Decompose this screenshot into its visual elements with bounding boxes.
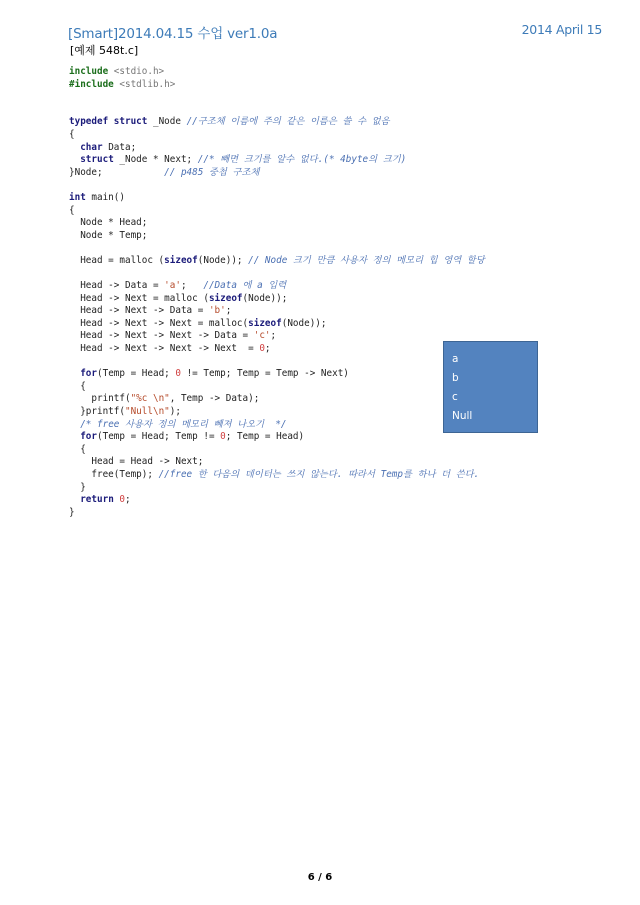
code-line — [69, 469, 485, 482]
code-line — [69, 368, 485, 381]
output-box — [443, 341, 538, 433]
code-token: Head -> Next -> Next -> Data = — [69, 330, 254, 342]
code-token: Head -> Next -> Data = — [69, 305, 209, 317]
code-token: struct — [80, 154, 120, 166]
code-token: Node * Temp; — [69, 229, 148, 241]
code-token: } — [69, 506, 75, 518]
code-token: ; Temp = Head) — [225, 431, 305, 443]
code-line — [69, 482, 485, 495]
code-line — [69, 104, 485, 117]
code-line — [69, 154, 485, 167]
code-line — [69, 116, 485, 129]
code-token: "Null\n" — [124, 406, 170, 418]
code-line — [69, 293, 485, 306]
code-line — [69, 406, 485, 419]
code-token: { — [69, 443, 86, 455]
code-token: }printf( — [69, 406, 125, 418]
code-line — [69, 318, 485, 331]
code-token: Head = malloc ( — [69, 254, 165, 266]
code-token: Node * Head; — [69, 217, 148, 229]
code-line — [69, 330, 485, 343]
code-token: ; — [264, 343, 271, 355]
code-line — [69, 343, 485, 356]
output-line: Null — [452, 410, 473, 422]
code-token: { — [69, 380, 86, 392]
code-line — [69, 431, 485, 444]
code-token: 0 — [220, 431, 226, 443]
code-token: (Node)); — [197, 254, 249, 266]
code-line — [69, 268, 485, 281]
code-token: (Node)); — [242, 292, 288, 304]
code-token: 0 — [119, 494, 125, 506]
code-token: //* 빼면 크기를 알수 없다.(* 4byte의 크기) — [197, 154, 407, 166]
code-token: ; — [270, 330, 277, 342]
code-token: // Node 크기 만큼 사용자 정의 메모리 힙 영역 할당 — [248, 254, 485, 266]
code-line — [69, 66, 485, 79]
code-token: 'c' — [253, 330, 271, 342]
code-token: /* free 사용자 정의 메모리 빼져 나오기 */ — [80, 418, 287, 430]
code-token: //free 한 다음의 데이터는 쓰지 않는다. 따라서 Temp를 하나 더 쓴다. — [158, 469, 480, 480]
code-token: != Temp; Temp = Temp -> Next) — [180, 368, 349, 380]
code-token: typedef struct — [69, 116, 153, 128]
code-token — [69, 154, 80, 165]
code-line — [69, 142, 485, 155]
code-line — [69, 356, 485, 369]
code-token: Head -> Next -> Next = malloc( — [69, 317, 249, 329]
code-token: (Node)); — [281, 317, 327, 329]
code-token — [69, 431, 80, 442]
code-token: //구조체 이름에 주의 같은 이름은 쓸 수 없음 — [186, 116, 390, 128]
code-token: , Temp -> Data); — [169, 393, 260, 405]
code-token: return — [80, 494, 120, 506]
output-line: b — [452, 372, 459, 384]
page-number: 6 / 6 — [307, 872, 333, 883]
code-line — [69, 393, 485, 406]
code-line — [69, 167, 485, 180]
code-token: 'a' — [164, 280, 181, 292]
code-token: free(Temp); — [69, 469, 159, 480]
code-token: }Node; — [69, 166, 165, 178]
code-token: { — [69, 204, 75, 216]
code-line — [69, 280, 485, 293]
code-token: main() — [91, 191, 125, 203]
code-token: printf( — [69, 393, 131, 405]
code-token: _Node — [152, 116, 187, 128]
code-line — [69, 192, 485, 205]
code-token: _Node * Next; — [119, 154, 198, 166]
code-token: 0 — [259, 343, 265, 355]
code-token: sizeof — [208, 292, 243, 304]
code-token: Head -> Next -> Next -> Next = — [69, 343, 260, 355]
code-line — [69, 230, 485, 243]
code-token: #include — [69, 78, 120, 90]
code-token: ); — [169, 406, 181, 418]
code-token: Data; — [108, 141, 137, 153]
code-token: ; — [180, 280, 204, 292]
code-token: <stdlib.h> — [119, 78, 176, 90]
code-token: for — [80, 368, 97, 380]
code-token: (Temp = Head; Temp != — [97, 431, 221, 443]
code-line — [69, 507, 485, 520]
code-token: include — [69, 66, 114, 77]
code-line — [69, 419, 485, 432]
code-token: char — [80, 141, 109, 153]
code-line — [69, 381, 485, 394]
code-token: "%c \n" — [130, 393, 170, 405]
code-token — [69, 494, 80, 505]
output-line: c — [452, 391, 458, 403]
code-token: (Temp = Head; — [97, 368, 176, 380]
code-token: { — [69, 128, 75, 140]
code-line — [69, 255, 485, 268]
code-token: ; — [225, 305, 232, 317]
code-token: int — [69, 191, 92, 203]
code-token: ; — [125, 494, 131, 506]
code-line — [69, 305, 485, 318]
code-token: 'b' — [208, 305, 226, 317]
header-date: 2014 April 15 — [521, 22, 602, 37]
code-token: // p485 중첩 구조체 — [164, 166, 260, 178]
code-token: sizeof — [164, 254, 198, 266]
code-token: 0 — [175, 368, 181, 380]
code-token: sizeof — [248, 317, 282, 329]
code-block — [69, 66, 485, 519]
code-line — [69, 179, 485, 192]
code-token: Head -> Next = malloc ( — [69, 292, 209, 304]
code-line — [69, 129, 485, 142]
code-token: <stdio.h> — [113, 66, 165, 77]
code-token: } — [69, 481, 86, 493]
code-line — [69, 494, 485, 507]
code-token: Head = Head -> Next; — [69, 456, 204, 468]
code-line — [69, 91, 485, 104]
code-line — [69, 242, 485, 255]
code-line — [69, 456, 485, 469]
code-line — [69, 79, 485, 92]
code-token: for — [80, 431, 97, 443]
code-line — [69, 205, 485, 218]
code-line — [69, 217, 485, 230]
code-token — [69, 419, 80, 430]
code-token — [69, 142, 80, 153]
code-token — [69, 368, 80, 379]
output-line: a — [452, 353, 459, 365]
code-line — [69, 444, 485, 457]
header-title: [Smart]2014.04.15 수업 ver1.0a — [68, 26, 278, 42]
section-tag: [예제 548t.c] — [70, 44, 139, 57]
code-token: Head -> Data = — [69, 280, 165, 292]
code-token: //Data 에 a 입력 — [203, 280, 287, 292]
